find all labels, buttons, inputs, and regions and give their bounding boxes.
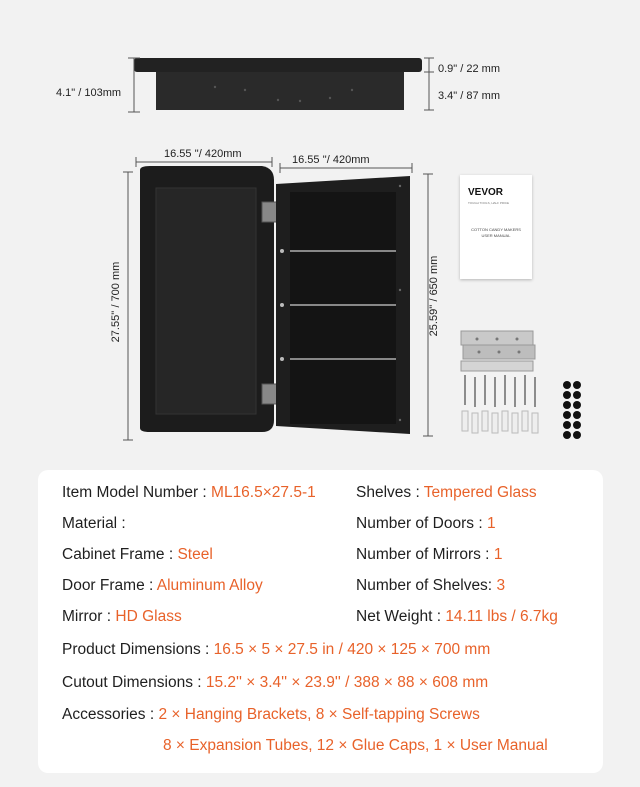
manual-tagline: TOUGH TOOLS, HALF PRICE	[468, 201, 510, 205]
spec-door-frame-value: Aluminum Alloy	[156, 577, 263, 594]
spec-mirrors-label: Number of Mirrors :	[356, 546, 494, 563]
spec-accessories-label: Accessories :	[62, 706, 159, 723]
spec-accessories-value-line1: 2 × Hanging Brackets, 8 × Self-tapping Screws	[158, 706, 480, 723]
spec-cabinet-frame	[62, 546, 213, 564]
manual-title-line2: USER MANUAL	[481, 233, 511, 238]
spec-num-shelves	[356, 577, 505, 595]
spec-net-weight-label: Net Weight :	[356, 608, 446, 625]
total-height-label: 27.55'' / 700 mm	[110, 261, 122, 343]
spec-door-frame-label: Door Frame :	[62, 577, 157, 594]
inner-height-label: 25.59'' / 650 mm	[428, 255, 440, 337]
spec-mirrors-value: 1	[493, 546, 503, 563]
spec-doors	[356, 515, 496, 533]
spec-shelves-value: Tempered Glass	[423, 484, 537, 501]
spec-mirrors	[356, 546, 502, 564]
manual-title	[466, 227, 526, 239]
spec-cabinet-frame-label: Cabinet Frame :	[62, 546, 178, 563]
spec-net-weight-value: 14.11 lbs / 6.7kg	[445, 608, 558, 625]
spec-mirror-value: HD Glass	[115, 608, 182, 625]
frame-depth-label: 0.9" / 22 mm	[438, 63, 500, 75]
spec-doors-value: 1	[486, 515, 496, 532]
depth-label: 4.1" / 103mm	[56, 87, 122, 99]
spec-cutout-dimensions-value: 15.2'' × 3.4'' × 23.9'' / 388 × 88 × 608 mm	[205, 674, 489, 691]
spec-model	[62, 484, 316, 502]
spec-cutout-dimensions	[62, 674, 488, 692]
spec-model-value: ML16.5×27.5-1	[211, 484, 316, 501]
spec-net-weight	[356, 608, 558, 626]
spec-shelves-label: Shelves :	[356, 484, 424, 501]
spec-shelves	[356, 484, 537, 502]
spec-doors-label: Number of Doors :	[356, 515, 487, 532]
spec-product-dimensions	[62, 641, 490, 659]
spec-material	[62, 515, 126, 533]
spec-product-dimensions-value: 16.5 × 5 × 27.5 in / 420 × 125 × 700 mm	[213, 641, 491, 658]
spec-door-frame	[62, 577, 263, 595]
cabinet-width-label: 16.55 ''/ 420mm	[292, 154, 370, 166]
spec-num-shelves-value: 3	[496, 577, 506, 594]
accessories-illustration	[455, 325, 595, 445]
spec-product-dimensions-label: Product Dimensions :	[62, 641, 214, 658]
spec-mirror-label: Mirror :	[62, 608, 116, 625]
spec-cutout-dimensions-label: Cutout Dimensions :	[62, 674, 206, 691]
body-depth-label: 3.4" / 87 mm	[438, 90, 500, 102]
specifications-panel	[38, 470, 603, 773]
spec-material-label: Material :	[62, 515, 126, 532]
spec-accessories-value-line2: 8 × Expansion Tubes, 12 × Glue Caps, 1 × User Manual	[163, 737, 548, 754]
spec-cabinet-frame-value: Steel	[177, 546, 213, 563]
spec-accessories-line2	[163, 737, 548, 755]
door-width-label: 16.55 ''/ 420mm	[164, 148, 242, 160]
spec-mirror	[62, 608, 182, 626]
spec-accessories	[62, 706, 480, 724]
manual-title-line1: COTTON CANDY MAKERS	[471, 227, 521, 232]
user-manual	[460, 175, 532, 279]
manual-brand: VEVOR	[468, 187, 504, 198]
spec-num-shelves-label: Number of Shelves:	[356, 577, 497, 594]
spec-model-label: Item Model Number :	[62, 484, 212, 501]
top-view-diagram	[0, 0, 640, 130]
